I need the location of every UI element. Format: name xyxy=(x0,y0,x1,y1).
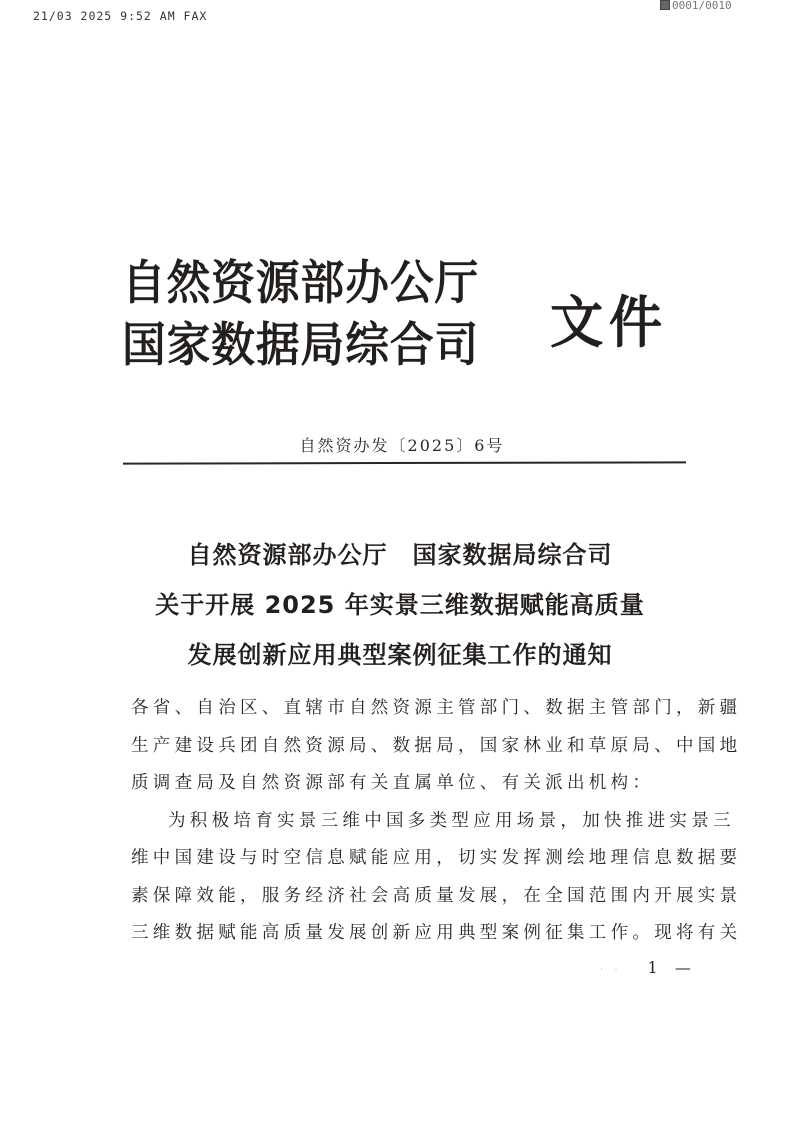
paragraph-line: 为积极培育实景三维中国多类型应用场景，加快推进实景三 xyxy=(168,810,735,831)
letterhead xyxy=(122,253,702,373)
page-number: 1 — xyxy=(647,958,697,977)
document-title xyxy=(0,530,800,680)
addressee-line: 质调查局及自然资源部有关直属单位、有关派出机构： xyxy=(131,773,655,793)
fax-header-timestamp: 21/03 2025 9:52 AM FAX xyxy=(33,9,208,23)
document-body xyxy=(131,690,742,953)
document-number: 自然资办发〔2025〕6号 xyxy=(299,436,505,455)
title-line-1: 自然资源部办公厅 国家数据局综合司 xyxy=(187,541,613,569)
letterhead-org-1: 自然资源部办公厅 xyxy=(122,256,480,311)
addressee-line: 各省、自治区、直辖市自然资源主管部门、数据主管部门，新疆 xyxy=(131,698,742,718)
title-line-3: 发展创新应用典型案例征集工作的通知 xyxy=(187,641,613,669)
paragraph-line: 三维数据赋能高质量发展创新应用典型案例征集工作。现将有关 xyxy=(131,923,742,943)
fax-page-counter xyxy=(660,0,732,10)
paragraph-line: 素保障效能，服务经济社会高质量发展，在全国范围内开展实景 xyxy=(131,885,742,906)
addressee-paragraph xyxy=(131,690,742,803)
addressee-line: 生产建设兵团自然资源局、数据局，国家林业和草原局、中国地 xyxy=(131,735,742,756)
title-line-2: 关于开展 2025 年实景三维数据赋能高质量 xyxy=(155,591,645,619)
letterhead-orgs xyxy=(122,253,479,377)
fax-page-icon xyxy=(660,0,670,10)
letterhead-org-2: 国家数据局综合司 xyxy=(122,318,480,373)
paragraph-line: 维中国建设与时空信息赋能应用，切实发挥测绘地理信息数据要 xyxy=(131,848,742,868)
page-number-footer xyxy=(600,958,697,977)
letterhead-suffix: 文件 xyxy=(550,290,668,356)
fax-page-counter-text: 0001/0010 xyxy=(672,0,732,10)
letterhead-divider xyxy=(123,461,686,464)
footer-dots: · · xyxy=(600,965,622,976)
intro-paragraph xyxy=(131,803,742,953)
